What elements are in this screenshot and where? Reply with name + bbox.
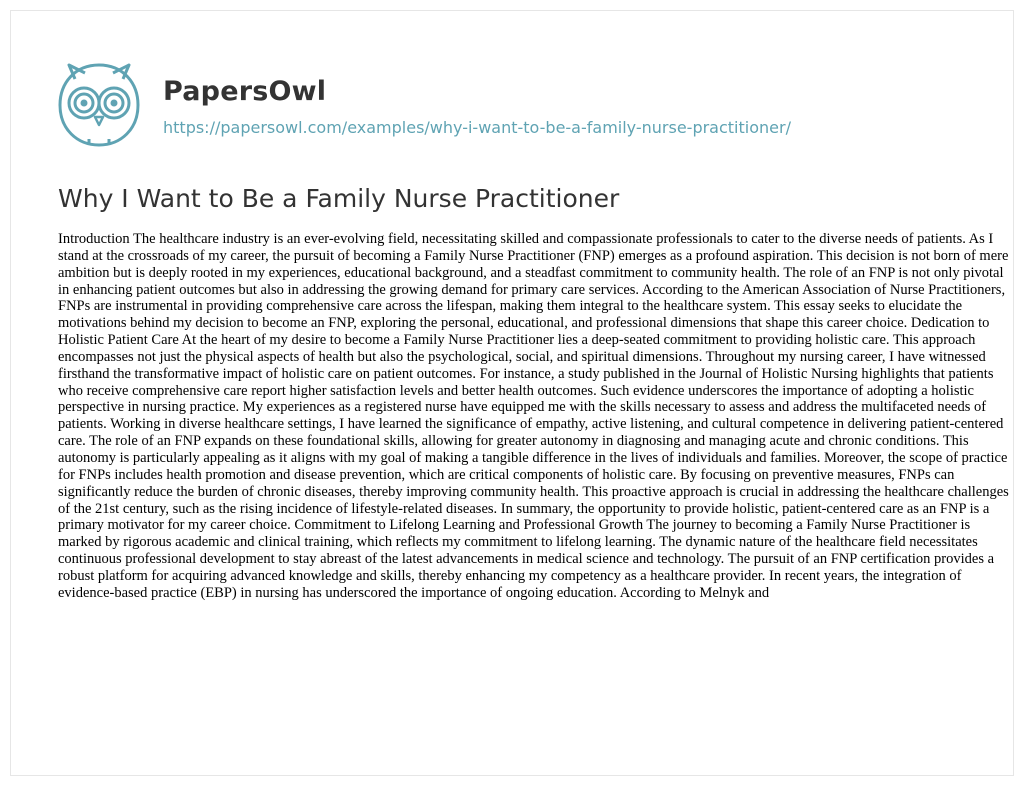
essay-title: Why I Want to Be a Family Nurse Practitioner: [58, 184, 620, 213]
brand-name: PapersOwl: [163, 76, 327, 107]
owl-logo-icon: [53, 59, 145, 151]
essay-body: Introduction The healthcare industry is an ever-evolving field, necessitating skilled and compassionate professionals to cater to the diverse needs of patients. As I stand at the crossroads of my career, the pursuit of becoming a Family Nurse Practitioner (FNP) emerges as a profound aspiration. This decision is not born of mere ambition but is deeply rooted in my experiences, educational background, and a steadfast commitment to community health. The role of an FNP is not only pivotal in enhancing patient outcomes but also in addressing the growing demand for primary care services. According to the American Association of Nurse Practitioners, FNPs are instrumental in providing comprehensive care across the lifespan, making them integral to the healthcare system. This essay seeks to elucidate the motivations behind my decision to become an FNP, exploring the personal, educational, and professional dimensions that shape this career choice. Dedication to Holistic Patient Care At the heart of my desire to become a Family Nurse Practitioner lies a deep-seated commitment to providing holistic care. This approach encompasses not just the physical aspects of health but also the psychological, social, and spiritual dimensions. Throughout my nursing career, I have witnessed firsthand the transformative impact of holistic care on patient outcomes. For instance, a study published in the Journal of Holistic Nursing highlights that patients who receive comprehensive care report higher satisfaction levels and better health outcomes. Such evidence underscores the importance of adopting a holistic perspective in nursing practice. My experiences as a registered nurse have equipped me with the skills necessary to assess and address the multifaceted needs of patients. Working in diverse healthcare settings, I have learned the significance of empathy, active listening, and cultural competence in delivering patient-centered care. The role of an FNP expands on these foundational skills, allowing for greater autonomy in diagnosing and managing acute and chronic conditions. This autonomy is particularly appealing as it aligns with my goal of making a tangible difference in the lives of individuals and families. Moreover, the scope of practice for FNPs includes health promotion and disease prevention, which are critical components of holistic care. By focusing on preventive measures, FNPs can significantly reduce the burden of chronic diseases, thereby improving community health. This proactive approach is crucial in addressing the healthcare challenges of the 21st century, such as the rising incidence of lifestyle-related diseases. In summary, the opportunity to provide holistic, patient-centered care as an FNP is a primary motivator for my career choice. Commitment to Lifelong Learning and Professional Growth The journey to becoming a Family Nurse Practitioner is marked by rigorous academic and clinical training, which reflects my commitment to lifelong learning. The dynamic nature of the healthcare field necessitates continuous professional development to stay abreast of the latest advancements in medical science and technology. The pursuit of an FNP certification provides a robust platform for acquiring advanced knowledge and skills, thereby enhancing my competency as a healthcare provider. In recent years, the integration of evidence-based practice (EBP) in nursing has underscored the importance of ongoing education. According to Melnyk and: [58, 231, 1009, 601]
brand-block: [163, 75, 791, 138]
site-header: [53, 59, 953, 149]
source-url-link[interactable]: https://papersowl.com/examples/why-i-want-to-be-a-family-nurse-practitioner/: [163, 118, 791, 137]
page-frame: [10, 10, 1014, 776]
